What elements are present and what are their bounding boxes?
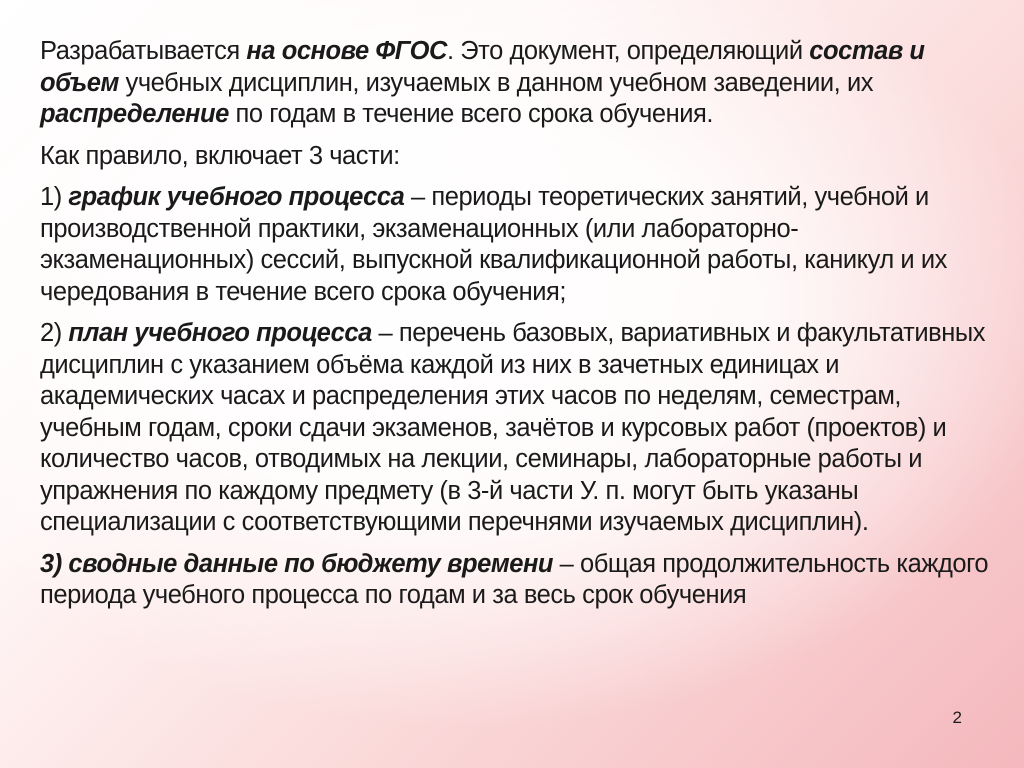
part-2-term: план учебного процесса xyxy=(68,319,372,347)
part-3-term: 3) сводные данные по бюджету времени xyxy=(40,549,554,578)
part-1-number: 1) xyxy=(40,183,69,211)
part-1-paragraph xyxy=(40,182,995,308)
intro-text-4: по годам в течение всего срока обучения. xyxy=(228,100,714,128)
part-1-term: график учебного процесса xyxy=(68,183,405,211)
part-2-number: 2) xyxy=(40,319,69,347)
part-3-paragraph xyxy=(40,549,995,612)
intro-emphasis-composition: состав и объем xyxy=(40,37,925,97)
intro-emphasis-fgos: на основе ФГОС xyxy=(246,37,447,65)
intro-paragraph xyxy=(40,36,995,131)
parts-intro-paragraph: Как правило, включает 3 части: xyxy=(40,141,400,170)
part-1-text: – периоды теоретических занятий, учебной и производственной практики, экзаменационных (или лабораторно-экзаменационных) сессий, выпускной квалификационной работы, каникул и их чередования в течение всего срока обучения; xyxy=(40,183,947,306)
intro-text-1: Разрабатывается xyxy=(40,37,247,65)
slide-body xyxy=(40,36,995,622)
intro-text-2: . Это документ, определяющий xyxy=(447,37,810,65)
part-2-paragraph xyxy=(40,318,995,539)
intro-emphasis-distribution: распределение xyxy=(40,100,229,128)
part-3-text: – общая продолжительность каждого периода учебного процесса по годам и за весь срок обучения xyxy=(40,549,989,609)
intro-text-3: учебных дисциплин, изучаемых в данном учебном заведении, их xyxy=(118,68,874,97)
part-2-text: – перечень базовых, вариативных и факультативных дисциплин с указанием объёма каждой из них в зачетных единицах и академических часах и распределения этих часов по неделям, семестрам, учебным годам, сроки сдачи экзаменов, зачётов и курсовых работ (проектов) и количество часов, отводимых на лекции, семинары, лабораторные работы и упражнения по каждому предмету (в 3-й части У. п. могут быть указаны специализации с соответствующими перечнями изучаемых дисциплин). xyxy=(40,319,986,536)
page-number: 2 xyxy=(952,708,962,727)
